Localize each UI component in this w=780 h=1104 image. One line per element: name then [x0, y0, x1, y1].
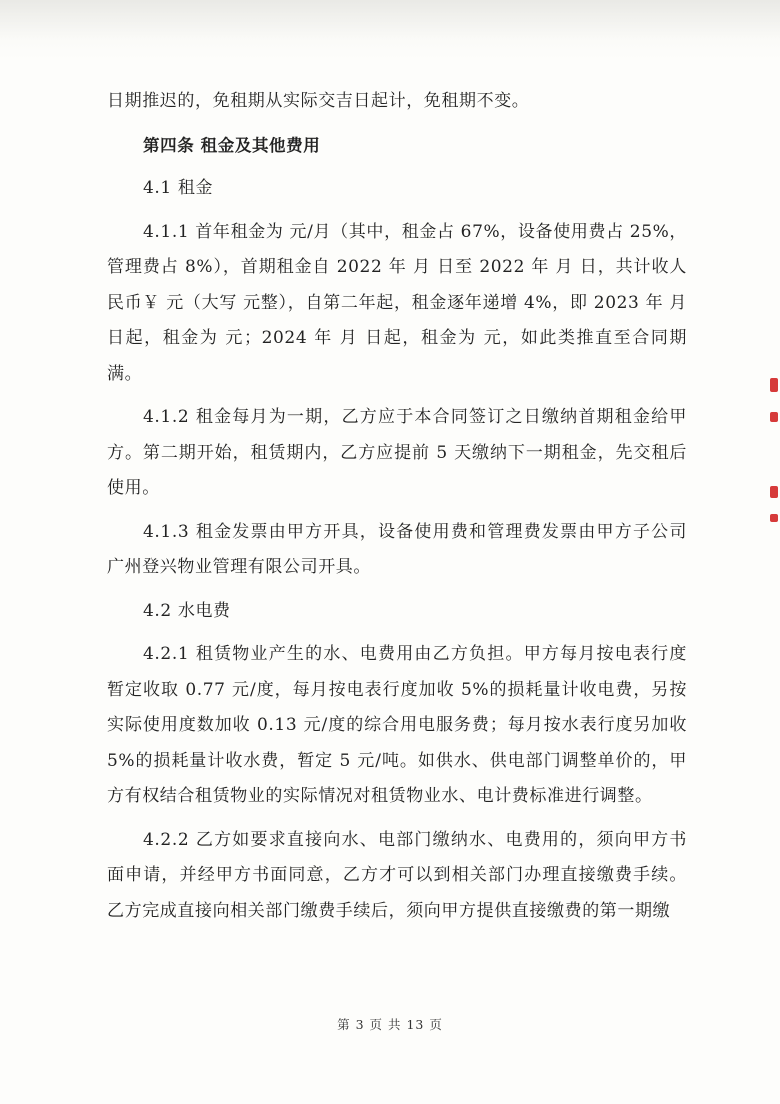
page-number: 第 3 页 共 13 页: [337, 1017, 443, 1032]
clause-4-2-1: 4.2.1 租赁物业产生的水、电费用由乙方负担。甲方每月按电表行度暂定收取 0.77 元/度，每月按电表行度加收 5%的损耗量计收电费，另按实际使用度数加收 0.13 元/度的综合用电服务费；每月按水表行度另加收 5%的损耗量计收水费，暂定 5 元/吨。如供水、供电部门调整单价的，甲方有权结合租赁物业的实际情况对租赁物业水、电计费标准进行调整。: [107, 644, 687, 806]
seal-edge-mark: [770, 412, 778, 422]
seal-edge-mark: [770, 378, 778, 392]
clause-4-2-2: 4.2.2 乙方如要求直接向水、电部门缴纳水、电费用的，须向甲方书面申请，并经甲方书面同意，乙方才可以到相关部门办理直接缴费手续。乙方完成直接向相关部门缴费手续后，须向甲方提供直接缴费的第一期缴: [107, 829, 687, 921]
document-body: [107, 84, 687, 929]
clause-4-1-2: 4.1.2 租金每月为一期，乙方应于本合同签订之日缴纳首期租金给甲方。第二期开始，租赁期内，乙方应提前 5 天缴纳下一期租金，先交租后使用。: [107, 407, 687, 498]
clause-4-1-3: 4.1.3 租金发票由甲方开具，设备使用费和管理费发票由甲方子公司广州登兴物业管理有限公司开具。: [107, 521, 687, 577]
article-heading: 第四条 租金及其他费用: [143, 135, 321, 155]
clause-4-1-1: 4.1.1 首年租金为 元/月（其中，租金占 67%，设备使用费占 25%，管理费占 8%），首期租金自 2022 年 月 日至 2022 年 月 日，共计收人民币￥ 元（大写 元整），自第二年起，租金逐年递增 4%，即 2023 年 月 日起，租金为 元；2024 年 月 日起，租金为 元，如此类推直至合同期满。: [107, 221, 687, 384]
seal-edge-mark: [770, 486, 778, 498]
paragraph-continuation: 日期推迟的，免租期从实际交吉日起计，免租期不变。: [107, 91, 530, 111]
scan-shadow: [0, 0, 780, 40]
section-heading-utilities: 4.2 水电费: [143, 600, 231, 621]
seal-edge-mark: [770, 514, 778, 522]
section-heading-rent: 4.1 租金: [143, 178, 214, 198]
